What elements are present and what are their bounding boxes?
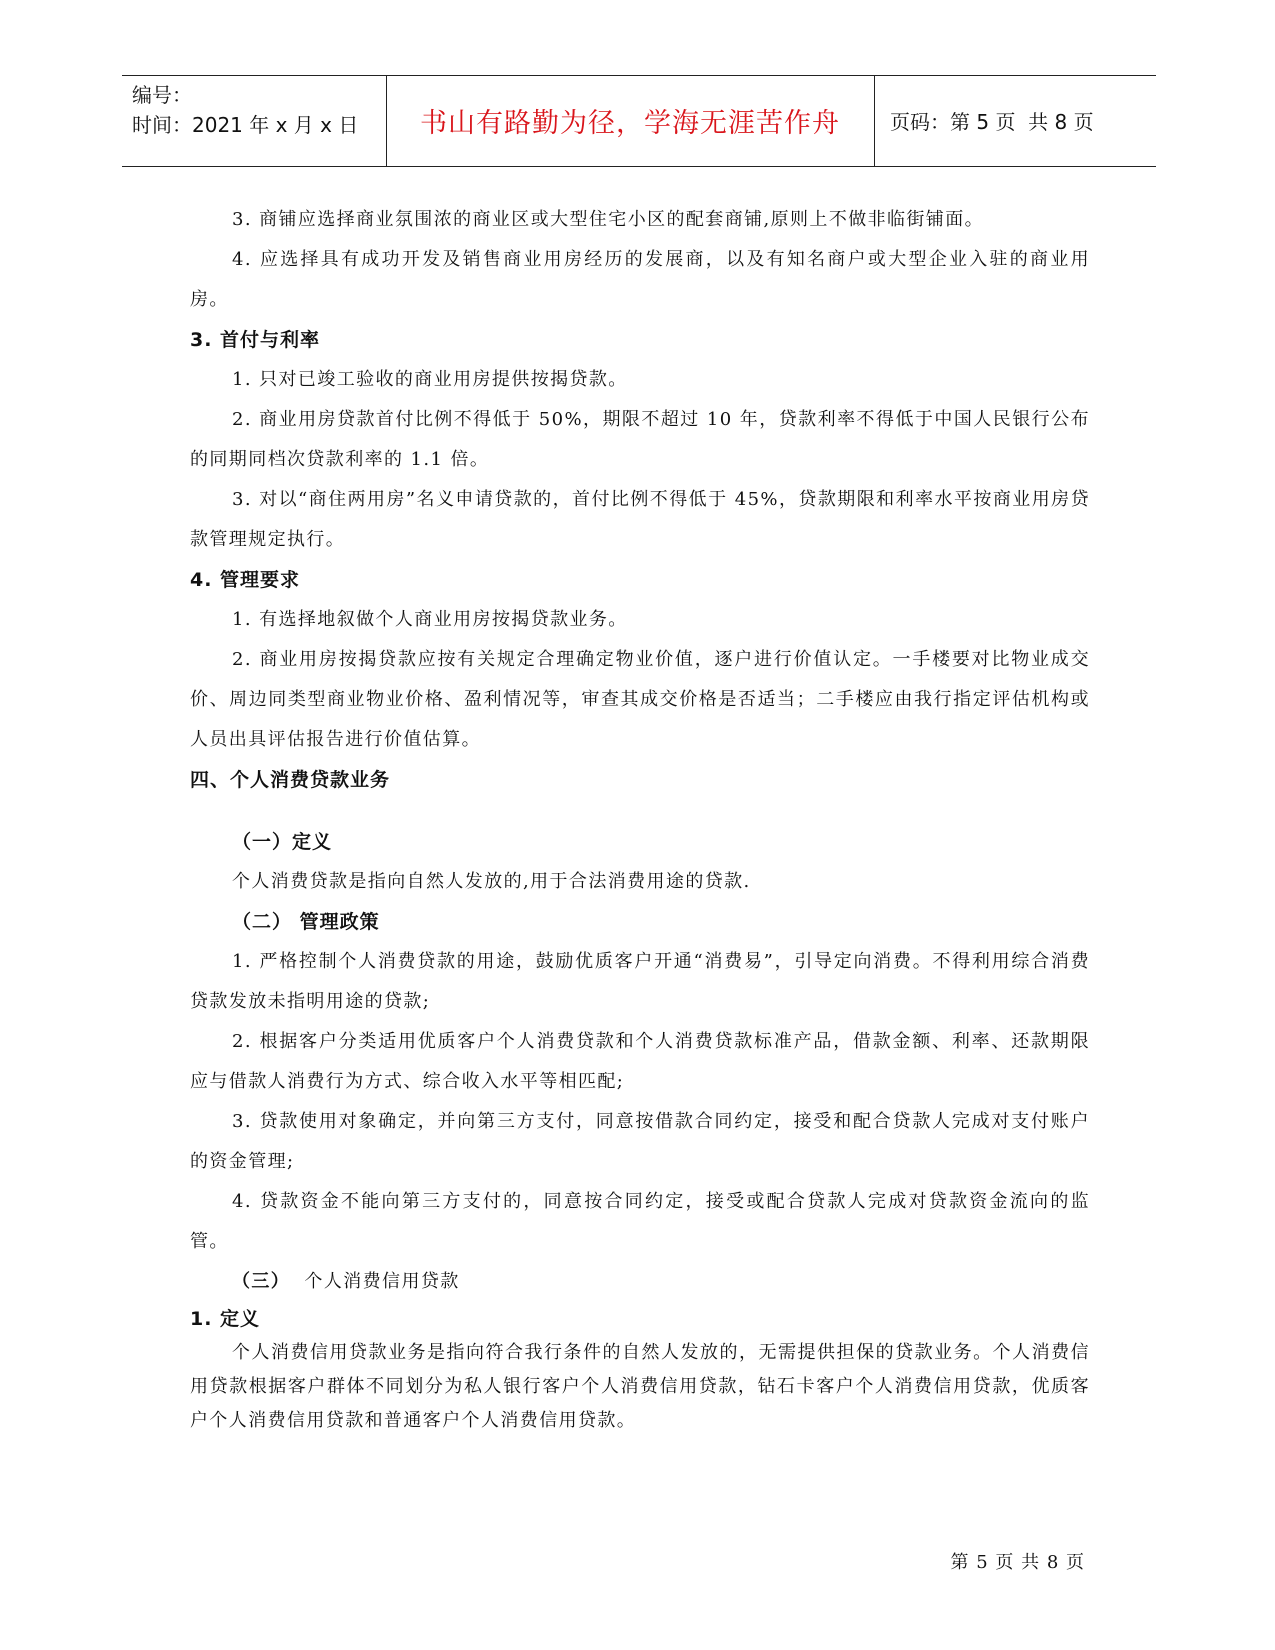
paragraph: 1. 有选择地叙做个人商业用房按揭贷款业务。 [232, 609, 628, 630]
section-heading: 四、个人消费贷款业务 [190, 769, 391, 791]
subsection-heading: 3. 首付与利率 [190, 329, 321, 351]
subsection-heading: 1. 定义 [190, 1308, 261, 1330]
spacer [190, 800, 1090, 822]
paragraph: 4. 应选择具有成功开发及销售商业用房经历的发展商，以及有知名商户或大型企业入驻的商业用房。 [190, 249, 1090, 310]
paragraph: 3. 商铺应选择商业氛围浓的商业区或大型住宅小区的配套商铺,原则上不做非临街铺面。 [232, 209, 985, 230]
header-page-info: 页码：第 5 页 共 8 页 [890, 110, 1094, 134]
document-header [122, 75, 1156, 167]
paragraph: 3. 贷款使用对象确定，并向第三方支付，同意按借款合同约定，接受和配合贷款人完成对支付账户的资金管理; [190, 1111, 1090, 1172]
paragraph: 个人消费信用贷款业务是指向符合我行条件的自然人发放的，无需提供担保的贷款业务。个人消费信用贷款根据客户群体不同划分为私人银行客户个人消费信用贷款，钻石卡客户个人消费信用贷款，优质客户个人消费信用贷款和普通客户个人消费信用贷款。 [190, 1342, 1090, 1431]
paragraph: 2. 商业用房按揭贷款应按有关规定合理确定物业价值，逐户进行价值认定。一手楼要对比物业成交价、周边同类型商业物业价格、盈利情况等，审查其成交价格是否适当；二手楼应由我行指定评估机构或人员出具评估报告进行价值估算。 [190, 649, 1090, 750]
document-body [190, 200, 1090, 1438]
paragraph: 2. 商业用房贷款首付比例不得低于 50%，期限不超过 10 年，贷款利率不得低于中国人民银行公布的同期同档次贷款利率的 1.1 倍。 [190, 409, 1090, 470]
subsection-heading [190, 1262, 1090, 1302]
subsection-title: 个人消费信用贷款 [304, 1271, 460, 1292]
header-meta [132, 80, 382, 140]
paragraph: 4. 贷款资金不能向第三方支付的，同意按合同约定，接受或配合贷款人完成对贷款资金流向的监管。 [190, 1191, 1090, 1252]
paragraph: 3. 对以“商住两用房”名义申请贷款的，首付比例不得低于 45%，贷款期限和利率水平按商业用房贷款管理规定执行。 [190, 489, 1090, 550]
serial-number-label: 编号： [132, 83, 192, 107]
subsection-number: （三） [232, 1271, 291, 1292]
paragraph: 个人消费贷款是指向自然人发放的,用于合法消费用途的贷款. [232, 871, 751, 892]
paragraph: 1. 只对已竣工验收的商业用房提供按揭贷款。 [232, 369, 628, 390]
subsection-heading: （二） 管理政策 [232, 911, 380, 933]
subsection-heading: （一）定义 [232, 831, 333, 853]
date-label: 时间：2021 年 x 月 x 日 [132, 113, 359, 137]
paragraph: 1. 严格控制个人消费贷款的用途，鼓励优质客户开通“消费易”，引导定向消费。不得利用综合消费贷款发放未指明用途的贷款; [190, 951, 1090, 1012]
page-footer: 第 5 页 共 8 页 [950, 1552, 1085, 1573]
subsection-heading: 4. 管理要求 [190, 569, 301, 591]
header-motto: 书山有路勤为径，学海无涯苦作舟 [420, 108, 840, 139]
header-divider [874, 76, 875, 166]
paragraph: 2. 根据客户分类适用优质客户个人消费贷款和个人消费贷款标准产品，借款金额、利率、还款期限应与借款人消费行为方式、综合收入水平等相匹配; [190, 1031, 1090, 1092]
